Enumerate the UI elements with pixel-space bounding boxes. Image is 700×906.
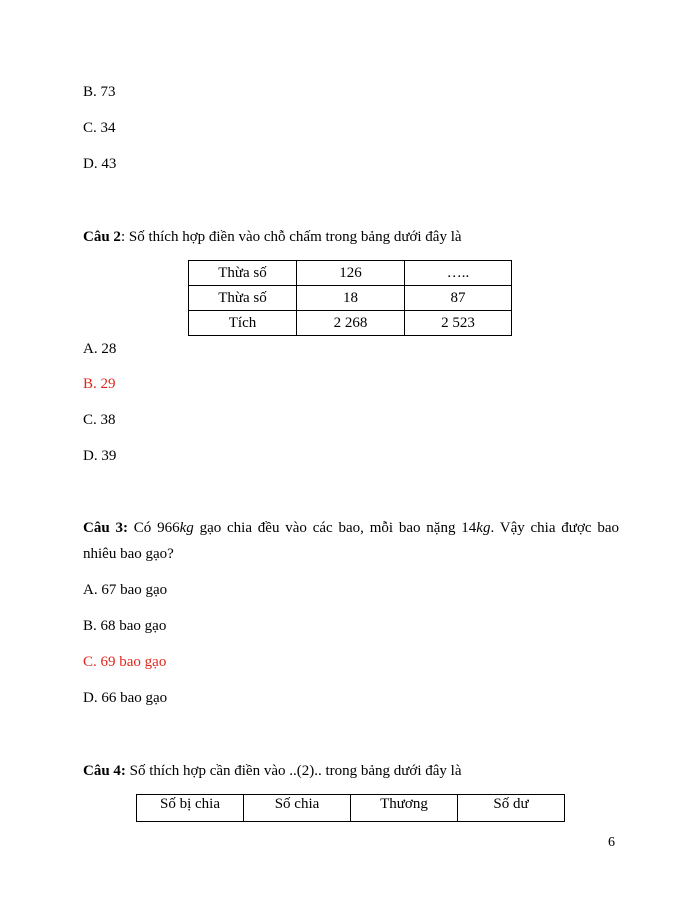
table-row [189, 261, 512, 286]
table-cell: 2 268 [297, 311, 405, 336]
q3-option-d: D. 66 bao gạo [83, 690, 168, 706]
q2-option-c: C. 38 [83, 412, 116, 428]
table-row [137, 795, 565, 822]
table-header-cell: Số dư [458, 795, 565, 822]
table-row [189, 286, 512, 311]
q3-line-1 [83, 515, 619, 541]
q4-label: Câu 4: [83, 763, 126, 779]
q3-option-b: B. 68 bao gạo [83, 618, 167, 634]
q2-question [83, 228, 462, 246]
q3-text-c: . Vậy chia được bao [490, 520, 619, 536]
page-number: 6 [608, 835, 615, 850]
q3-option-c-correct: C. 69 bao gạo [83, 654, 167, 670]
q1-option-d: D. 43 [83, 156, 117, 172]
q1-option-b: B. 73 [83, 84, 116, 100]
q4-table [136, 794, 565, 822]
q3-text-a: Có 966 [127, 520, 180, 536]
q3-unit-a: kg [179, 520, 194, 536]
q3-text-b: gạo chia đều vào các bao, mỗi bao nặng 14 [193, 520, 477, 536]
table-cell: 87 [405, 286, 512, 311]
q3-label: Câu 3: [83, 520, 128, 536]
q2-table [188, 260, 512, 336]
table-cell: 2 523 [405, 311, 512, 336]
table-row [189, 311, 512, 336]
q2-option-b-correct: B. 29 [83, 376, 116, 392]
q3-unit-b: kg [476, 520, 491, 536]
table-cell: 18 [297, 286, 405, 311]
table-header-cell: Số chia [244, 795, 351, 822]
table-header-cell: Số bị chia [137, 795, 244, 822]
q3-option-a: A. 67 bao gạo [83, 582, 168, 598]
q2-label: Câu 2 [83, 229, 121, 245]
q3-line-2: nhiêu bao gạo? [83, 546, 174, 562]
table-cell: 126 [297, 261, 405, 286]
q2-option-a: A. 28 [83, 341, 117, 357]
q2-option-d: D. 39 [83, 448, 117, 464]
table-cell: ….. [405, 261, 512, 286]
table-cell: Thừa số [189, 261, 297, 286]
q1-option-c: C. 34 [83, 120, 116, 136]
q3-question [83, 515, 619, 567]
q4-question [83, 762, 462, 780]
q2-text: : Số thích hợp điền vào chỗ chấm trong bảng dưới đây là [120, 229, 462, 245]
table-header-cell: Thương [351, 795, 458, 822]
table-cell: Tích [189, 311, 297, 336]
q4-text: Số thích hợp cần điền vào ..(2).. trong bảng dưới đây là [125, 763, 462, 779]
table-cell: Thừa số [189, 286, 297, 311]
